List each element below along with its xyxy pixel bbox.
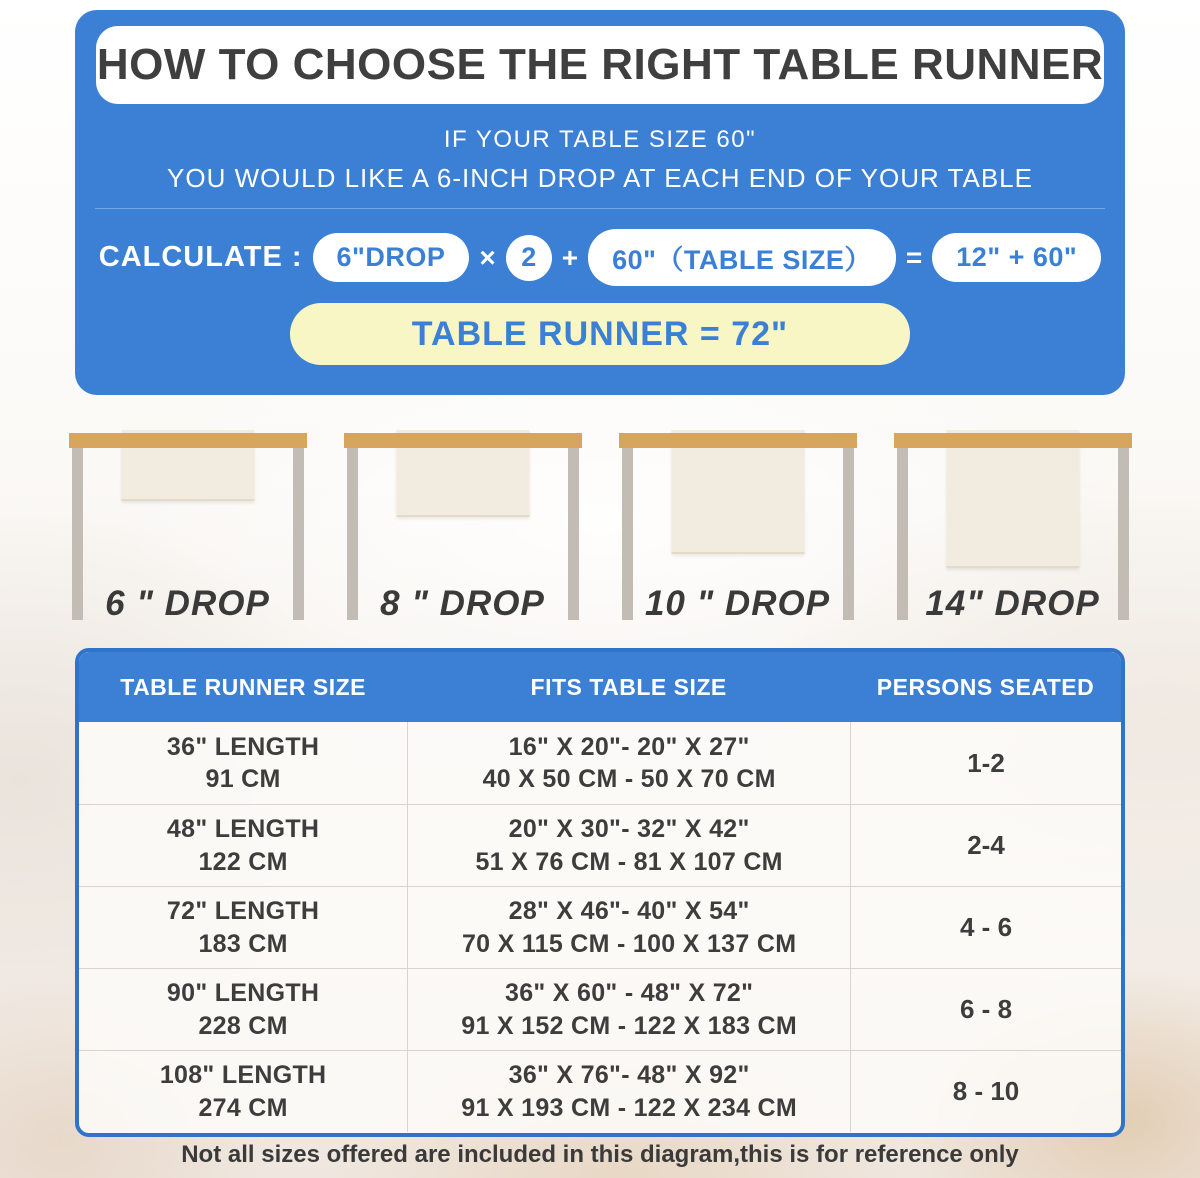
page-title: HOW TO CHOOSE THE RIGHT TABLE RUNNER — [96, 40, 1104, 89]
runner-swatch — [946, 430, 1079, 568]
fits-table-size-cell: 36" X 76"- 48" X 92" 91 X 193 CM - 122 X 234 CM — [407, 1051, 850, 1132]
persons-seated-cell: 1-2 — [850, 722, 1121, 804]
drop-label: 10 " DROP — [644, 584, 831, 623]
multiplier-badge: 2 — [506, 235, 552, 281]
drop-value-pill: 6"DROP — [313, 233, 470, 282]
drop-examples-row — [50, 430, 1150, 624]
table-row — [79, 1050, 1121, 1132]
runner-size-cell: 72" LENGTH 183 CM — [166, 897, 320, 958]
subtitle-line-2: YOU WOULD LIKE A 6-INCH DROP AT EACH END OF YOUR TABLE — [167, 163, 1033, 193]
size-chart-header — [79, 652, 1121, 722]
column-header-runner-size: TABLE RUNNER SIZE — [120, 673, 366, 700]
table-size-pill: 60"（TABLE SIZE） — [588, 229, 896, 286]
tabletop — [69, 433, 307, 448]
drop-figure-8in — [325, 430, 600, 624]
calculation-formula — [99, 229, 1101, 286]
subtitle-line-1: IF YOUR TABLE SIZE 60" — [443, 126, 757, 153]
fits-table-size-cell: 36" X 60" - 48" X 72" 91 X 152 CM - 122 X 183 CM — [407, 969, 850, 1050]
column-header-fits-table-size: FITS TABLE SIZE — [530, 673, 727, 700]
runner-size-cell: 36" LENGTH 91 CM — [166, 732, 320, 793]
sum-pill: 12" + 60" — [932, 233, 1101, 282]
table-row — [79, 722, 1121, 804]
header-panel — [75, 10, 1125, 395]
runner-size-cell: 90" LENGTH 228 CM — [166, 979, 320, 1040]
drop-label: 6 " DROP — [105, 584, 270, 623]
tabletop — [344, 433, 582, 448]
persons-seated-cell: 8 - 10 — [850, 1051, 1121, 1132]
title-banner — [96, 26, 1104, 104]
persons-seated-cell: 6 - 8 — [850, 969, 1121, 1050]
persons-seated-cell: 4 - 6 — [850, 887, 1121, 968]
table-row — [79, 968, 1121, 1050]
drop-figure-14in — [875, 430, 1150, 624]
fits-table-size-cell: 16" X 20"- 20" X 27" 40 X 50 CM - 50 X 70 CM — [407, 722, 850, 804]
tabletop — [619, 433, 857, 448]
runner-swatch — [671, 430, 804, 554]
runner-size-cell: 108" LENGTH 274 CM — [159, 1061, 327, 1122]
size-chart-body — [79, 722, 1121, 1132]
table-row — [79, 886, 1121, 968]
fits-table-size-cell: 20" X 30"- 32" X 42" 51 X 76 CM - 81 X 107 CM — [407, 805, 850, 886]
fits-table-size-cell: 28" X 46"- 40" X 54" 70 X 115 CM - 100 X 137 CM — [407, 887, 850, 968]
drop-figure-10in — [600, 430, 875, 624]
column-header-persons-seated: PERSONS SEATED — [876, 673, 1095, 700]
size-chart — [75, 648, 1125, 1137]
calculate-label: CALCULATE : — [98, 241, 303, 273]
equals-sign: = — [905, 241, 923, 273]
plus-sign: + — [561, 241, 579, 273]
footer-disclaimer: Not all sizes offered are included in this diagram,this is for reference only — [181, 1141, 1019, 1168]
drop-figure-6in — [50, 430, 325, 624]
runner-size-cell: 48" LENGTH 122 CM — [166, 815, 320, 876]
multiply-sign: × — [479, 241, 496, 273]
header-divider — [95, 208, 1105, 209]
drop-label: 8 " DROP — [380, 584, 545, 623]
result-pill: TABLE RUNNER = 72" — [290, 303, 910, 365]
drop-label: 14" DROP — [925, 584, 1100, 623]
persons-seated-cell: 2-4 — [850, 805, 1121, 886]
tabletop — [894, 433, 1132, 448]
table-row — [79, 804, 1121, 886]
